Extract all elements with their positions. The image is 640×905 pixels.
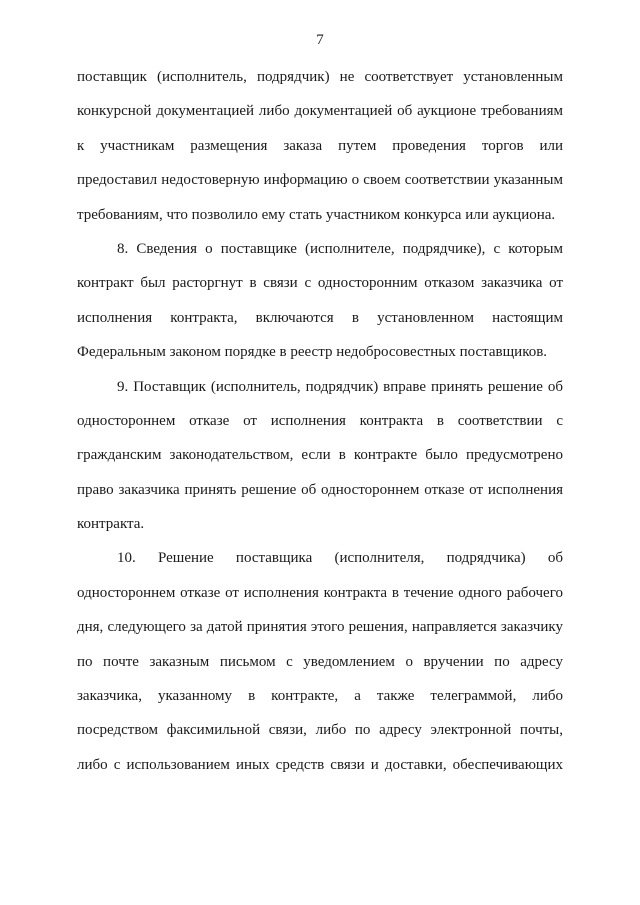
text-line: одностороннем отказе от исполнения контракта в течение одного рабочего bbox=[77, 584, 563, 601]
paragraph-8 bbox=[77, 232, 563, 370]
text-line: Федеральным законом порядке в реестр недобросовестных поставщиков. bbox=[77, 344, 548, 361]
paragraph-10 bbox=[77, 541, 563, 782]
text-line: дня, следующего за датой принятия этого решения, направляется заказчику bbox=[77, 619, 563, 636]
text-line: конкурсной документацией либо документацией об аукционе требованиям bbox=[77, 103, 563, 120]
page-number: 7 bbox=[316, 32, 324, 48]
paragraph-9 bbox=[77, 370, 563, 542]
text-line: к участникам размещения заказа путем проведения торгов или bbox=[77, 137, 563, 154]
text-line: исполнения контракта, включаются в установленном настоящим bbox=[77, 309, 563, 326]
text-line: поставщик (исполнитель, подрядчик) не соответствует установленным bbox=[77, 69, 563, 85]
text-line: контракта. bbox=[77, 516, 145, 533]
text-line: контракт был расторгнут в связи с односторонним отказом заказчика от bbox=[77, 275, 563, 292]
text-line: право заказчика принять решение об одностороннем отказе от исполнения bbox=[77, 481, 563, 498]
text-line: гражданским законодательством, если в контракте было предусмотрено bbox=[77, 447, 563, 464]
text-line: посредством факсимильной связи, либо по адресу электронной почты, bbox=[77, 722, 563, 739]
text-line: одностороннем отказе от исполнения контракта в соответствии с bbox=[77, 412, 563, 429]
document-body bbox=[77, 60, 563, 782]
text-line: либо с использованием иных средств связи и доставки, обеспечивающих bbox=[77, 756, 563, 773]
text-line: требованиям, что позволило ему стать участником конкурса или аукциона. bbox=[77, 206, 556, 223]
text-line: предоставил недостоверную информацию о своем соответствии указанным bbox=[77, 172, 563, 189]
text-line: 9. Поставщик (исполнитель, подрядчик) вправе принять решение об bbox=[117, 378, 563, 395]
paragraph-continuation bbox=[77, 60, 563, 232]
text-line: по почте заказным письмом с уведомлением о вручении по адресу bbox=[77, 653, 563, 670]
text-line: 8. Сведения о поставщике (исполнителе, подрядчике), с которым bbox=[117, 240, 563, 257]
text-line: 10. Решение поставщика (исполнителя, подрядчика) об bbox=[117, 550, 563, 567]
text-line: заказчика, указанному в контракте, а также телеграммой, либо bbox=[77, 688, 563, 705]
